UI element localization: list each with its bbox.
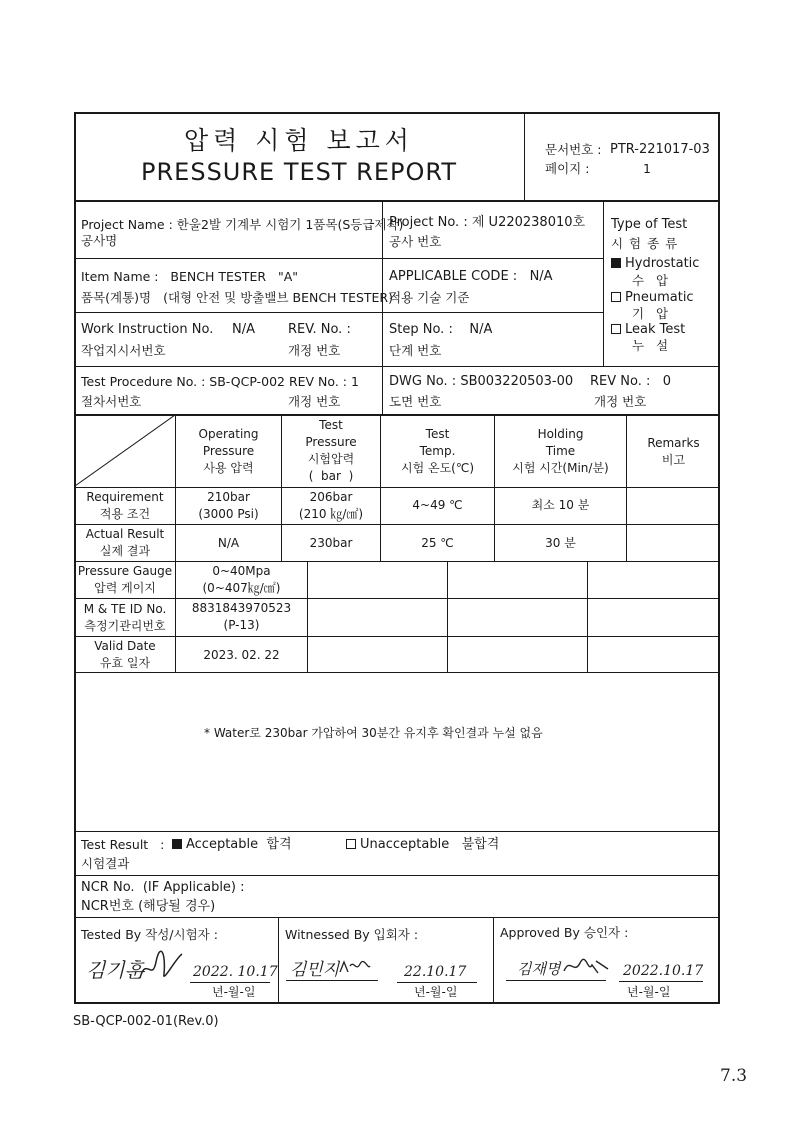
header-temp-l1: Test bbox=[425, 427, 450, 441]
witnessed-label: Witnessed By 입회자 : bbox=[285, 927, 419, 942]
header-operating-l3: 사용 압력 bbox=[203, 461, 254, 475]
page-label: 페이지 : bbox=[545, 161, 590, 176]
header-divider bbox=[524, 113, 525, 201]
header-temp-l2: Temp. bbox=[419, 444, 456, 458]
header-holding bbox=[495, 426, 626, 477]
proc-rev-ko: 개정 번호 bbox=[288, 394, 341, 409]
result-label-ko: 시험결과 bbox=[81, 856, 130, 871]
dwg-rev-ko: 개정 번호 bbox=[594, 394, 647, 409]
req-operating-psi: (3000 Psi) bbox=[198, 507, 259, 521]
header-remarks bbox=[627, 435, 720, 469]
actual-label-en: Actual Result bbox=[85, 527, 165, 541]
item-name-value: BENCH TESTER "A" bbox=[170, 269, 299, 284]
valid-label-ko: 유효 일자 bbox=[99, 656, 151, 670]
type-divider bbox=[603, 201, 604, 367]
proc-label bbox=[81, 374, 359, 390]
gauge-col-3 bbox=[447, 561, 448, 672]
leak-label: Leak Test bbox=[625, 322, 686, 337]
unacceptable-checkbox bbox=[346, 839, 356, 849]
req-label-en: Requirement bbox=[86, 490, 164, 504]
witnessed-date-caption: 년-월-일 bbox=[414, 985, 458, 999]
witnessed-date-line bbox=[397, 982, 477, 983]
header-operating-l1: Operating bbox=[198, 427, 259, 441]
approved-signature: 김재명 bbox=[517, 960, 561, 978]
type-option-pneumatic bbox=[611, 290, 694, 306]
header-diagonal bbox=[75, 415, 175, 487]
proc-value: SB-QCP-002 REV No. : 1 bbox=[209, 374, 359, 389]
req-holding: 최소 10 분 bbox=[531, 498, 590, 512]
actual-test-pressure: 230bar bbox=[309, 536, 353, 550]
rev-ko: 개정 번호 bbox=[288, 343, 341, 358]
header-operating-l2: Pressure bbox=[202, 444, 255, 458]
hydrostatic-ko: 수 압 bbox=[632, 273, 669, 288]
header-tp-l4: ( bar ) bbox=[308, 469, 354, 483]
witnessed-sign-line bbox=[286, 980, 378, 981]
item-name-label-text: Item Name : bbox=[81, 269, 159, 284]
proc-label-text: Test Procedure No. : bbox=[81, 374, 206, 389]
leak-checkbox bbox=[611, 324, 621, 334]
ncr-label: NCR No. (IF Applicable) : bbox=[81, 880, 245, 895]
info-line-2 bbox=[75, 312, 603, 313]
approved-date: 2022.10.17 bbox=[623, 963, 704, 979]
handwritten-page-number: 7.3 bbox=[720, 1066, 748, 1086]
dwg-label bbox=[389, 374, 573, 390]
result-acceptable bbox=[172, 837, 292, 853]
gauge-col-2 bbox=[307, 561, 308, 672]
sign-col-2 bbox=[493, 917, 494, 1003]
project-name-label bbox=[81, 217, 403, 233]
sign-line-top bbox=[75, 917, 720, 918]
project-name-value: 한울2발 기계부 시험기 1품목(S등급제작) bbox=[176, 217, 404, 232]
tested-date-caption: 년-월-일 bbox=[212, 985, 256, 999]
gauge-line-2 bbox=[75, 636, 720, 637]
rev-label: REV. No. : bbox=[288, 322, 351, 337]
code-label bbox=[389, 269, 553, 285]
item-name-ko bbox=[81, 290, 393, 306]
row-actual-label bbox=[75, 526, 175, 560]
step-label-text: Step No. : bbox=[389, 322, 453, 337]
title-english: PRESSURE TEST REPORT bbox=[141, 158, 457, 186]
dwg-rev-label-text: REV No. : bbox=[590, 374, 651, 389]
header-test-pressure bbox=[282, 417, 380, 485]
step-value: N/A bbox=[469, 322, 493, 337]
gauge-label-en: Pressure Gauge bbox=[77, 564, 173, 578]
type-label-ko: 시 험 종 류 bbox=[611, 236, 679, 251]
req-operating bbox=[176, 489, 281, 523]
pneumatic-checkbox bbox=[611, 292, 621, 302]
project-no-value: 제 U220238010호 bbox=[471, 215, 586, 230]
witnessed-signature: 김민지 bbox=[290, 960, 340, 980]
step-ko: 단계 번호 bbox=[389, 343, 442, 358]
tested-date: 2022. 10.17 bbox=[193, 964, 278, 980]
dwg-value: SB003220503-00 bbox=[460, 374, 574, 389]
project-no-label-text: Project No. : bbox=[389, 215, 468, 230]
req-tp-kg: (210 ㎏/㎠) bbox=[298, 507, 364, 521]
wi-label: Work Instruction No. bbox=[81, 322, 214, 337]
type-option-hydrostatic bbox=[611, 256, 699, 272]
table-line-1 bbox=[75, 487, 720, 488]
project-no-ko: 공사 번호 bbox=[389, 234, 442, 249]
acceptable-checkbox bbox=[172, 839, 182, 849]
project-name-ko: 공사명 bbox=[81, 233, 118, 248]
mte-label bbox=[75, 601, 175, 635]
table-line-3 bbox=[75, 561, 720, 562]
header-remarks-l1: Remarks bbox=[647, 436, 700, 450]
type-option-leak bbox=[611, 322, 685, 338]
page-value: 1 bbox=[643, 161, 651, 176]
info-line-1 bbox=[75, 258, 603, 259]
title-korean: 압력 시험 보고서 bbox=[184, 126, 414, 155]
header-temp bbox=[381, 426, 494, 477]
mte-label-en: M & TE ID No. bbox=[83, 602, 167, 616]
gauge-line-3 bbox=[75, 672, 720, 673]
approved-date-caption: 년-월-일 bbox=[627, 985, 671, 999]
code-ko: 적용 기술 기준 bbox=[389, 290, 470, 305]
table-line-2 bbox=[75, 524, 720, 525]
req-tp-bar: 206bar bbox=[309, 490, 353, 504]
info-line-3 bbox=[75, 366, 720, 367]
req-label-ko: 적용 조건 bbox=[99, 507, 151, 521]
code-label-text: APPLICABLE CODE : bbox=[389, 269, 518, 284]
mte-value-code: (P-13) bbox=[223, 618, 260, 632]
approved-date-line bbox=[619, 981, 703, 982]
project-no-label bbox=[389, 215, 585, 231]
test-note: * Water로 230bar 가압하여 30분간 유지후 확인결과 누설 없음 bbox=[204, 726, 543, 740]
actual-holding: 30 분 bbox=[545, 536, 576, 550]
project-name-label-text: Project Name : bbox=[81, 217, 173, 232]
item-name-ko-value: (대형 안전 및 방출밸브 BENCH TESTER) bbox=[163, 290, 393, 305]
step-label bbox=[389, 322, 492, 338]
header-holding-l1: Holding bbox=[537, 427, 584, 441]
header-tp-l2: Pressure bbox=[305, 435, 357, 449]
hydrostatic-checkbox bbox=[611, 258, 621, 268]
witnessed-date: 22.10.17 bbox=[404, 964, 467, 980]
row-requirement-label bbox=[75, 489, 175, 523]
item-name-ko-text: 품목(계통)명 bbox=[81, 290, 152, 305]
gauge-col-4 bbox=[587, 561, 588, 672]
ncr-label-ko: NCR번호 (해당될 경우) bbox=[81, 899, 216, 914]
valid-value: 2023. 02. 22 bbox=[203, 648, 280, 662]
valid-label-en: Valid Date bbox=[94, 639, 156, 653]
tested-signature: 김기훈 bbox=[86, 958, 144, 982]
tested-date-line bbox=[190, 982, 270, 983]
item-name-label bbox=[81, 269, 298, 285]
approved-signature-scribble bbox=[562, 955, 610, 979]
result-label-text: Test Result bbox=[81, 837, 149, 852]
code-value: N/A bbox=[529, 269, 553, 284]
dwg-ko: 도면 번호 bbox=[389, 394, 442, 409]
unacceptable-label: Unacceptable 불합격 bbox=[360, 837, 500, 852]
header-bottom-line bbox=[75, 200, 720, 202]
tested-label: Tested By 작성/시험자 : bbox=[81, 927, 218, 942]
approved-sign-line bbox=[506, 980, 606, 981]
wi-value: N/A bbox=[232, 322, 255, 337]
approved-label: Approved By 승인자 : bbox=[500, 925, 629, 940]
acceptable-label: Acceptable 합격 bbox=[186, 837, 292, 852]
mte-value bbox=[176, 600, 307, 634]
type-label: Type of Test bbox=[611, 217, 688, 232]
gauge-label bbox=[75, 563, 175, 597]
mte-label-ko: 측정기관리번호 bbox=[84, 619, 166, 633]
actual-label-ko: 실제 결과 bbox=[99, 544, 151, 558]
req-temp: 4~49 ℃ bbox=[412, 498, 463, 512]
proc-ko: 절차서번호 bbox=[81, 394, 142, 409]
dwg-rev-label bbox=[590, 374, 671, 390]
req-operating-bar: 210bar bbox=[207, 490, 250, 504]
req-test-pressure bbox=[282, 489, 380, 523]
gauge-line-1 bbox=[75, 598, 720, 599]
mte-value-id: 8831843970523 bbox=[191, 601, 292, 615]
gauge-value-mpa: 0~40Mpa bbox=[212, 564, 271, 578]
valid-label bbox=[75, 638, 175, 672]
sign-col-1 bbox=[278, 917, 279, 1003]
header-temp-l3: 시험 온도(℃) bbox=[400, 461, 475, 475]
header-operating bbox=[176, 426, 281, 477]
pneumatic-ko: 기 압 bbox=[632, 306, 669, 321]
hydrostatic-label: Hydrostatic bbox=[625, 256, 700, 271]
dwg-rev-value: 0 bbox=[662, 374, 672, 389]
result-label: Test Result : bbox=[81, 837, 165, 852]
doc-no-label: 문서번호 : bbox=[545, 142, 602, 157]
ncr-line-top bbox=[75, 875, 720, 876]
dwg-label-text: DWG No. : bbox=[389, 374, 457, 389]
leak-ko: 누 설 bbox=[632, 338, 669, 353]
result-unacceptable bbox=[346, 837, 499, 853]
actual-temp: 25 ℃ bbox=[421, 536, 454, 550]
header-tp-l3: 시험압력 bbox=[307, 452, 355, 466]
header-holding-l2: Time bbox=[545, 444, 576, 458]
doc-no-value: PTR-221017-03 bbox=[610, 142, 710, 157]
gauge-value-kg: (0~407㎏/㎠) bbox=[202, 581, 281, 595]
result-line-top bbox=[75, 831, 720, 832]
header-remarks-l2: 비고 bbox=[661, 453, 686, 467]
wi-ko: 작업지시서번호 bbox=[81, 343, 166, 358]
gauge-label-ko: 압력 게이지 bbox=[94, 581, 156, 595]
header-holding-l3: 시험 시간(Min/분) bbox=[512, 461, 609, 475]
tested-signature-scribble bbox=[136, 948, 186, 988]
gauge-value bbox=[176, 563, 307, 597]
form-number: SB-QCP-002-01(Rev.0) bbox=[73, 1014, 219, 1029]
actual-operating: N/A bbox=[217, 536, 240, 550]
header-tp-l1: Test bbox=[319, 418, 343, 432]
pneumatic-label: Pneumatic bbox=[625, 290, 694, 305]
witnessed-signature-scribble bbox=[338, 958, 372, 978]
